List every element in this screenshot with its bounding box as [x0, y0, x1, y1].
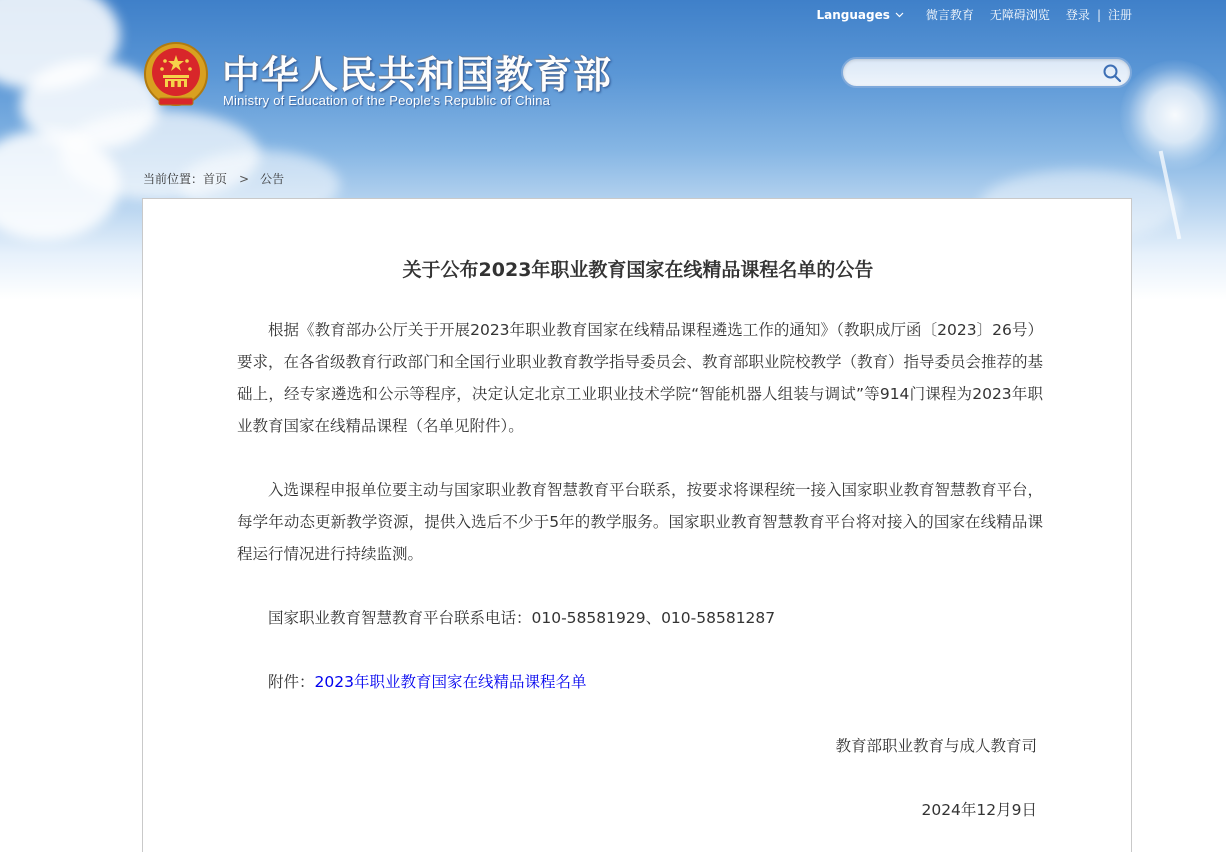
- article-paragraph-1: 根据《教育部办公厅关于开展2023年职业教育国家在线精品课程遴选工作的通知》（教职成厅函〔2023〕26号）要求，在各省级教育行政部门和全国行业职业教育教学指导委员会、教育部职业院校教学（教育）指导委员会推荐的基础上，经专家遴选和公示等程序，决定认定北京工业职业技术学院“智能机器人组装与调试”等914门课程为2023年职业教育国家在线精品课程（名单见附件）。: [237, 321, 1044, 435]
- signature: 教育部职业教育与成人教育司: [835, 737, 1037, 755]
- article-panel: [142, 198, 1132, 852]
- dandelion-decoration: [1120, 60, 1226, 170]
- breadcrumb-separator: >: [239, 171, 250, 186]
- weiyan-link[interactable]: 微言教育: [925, 8, 974, 22]
- attachment-link[interactable]: 2023年职业教育国家在线精品课程名单: [314, 673, 587, 691]
- chevron-down-icon: [895, 12, 904, 18]
- national-emblem-icon: [143, 41, 209, 111]
- breadcrumb-prefix: 当前位置：: [143, 172, 204, 186]
- search-input[interactable]: [857, 63, 1097, 83]
- article-paragraph-2: 入选课程申报单位要主动与国家职业教育智慧教育平台联系，按要求将课程统一接入国家职业教育智慧教育平台，每学年动态更新教学资源，提供入选后不少于5年的教学服务。国家职业教育智慧教育平台将对接入的国家在线精品课程运行情况进行持续监测。: [237, 481, 1044, 563]
- site-subtitle: Ministry of Education of the People's Republic of China: [223, 93, 551, 108]
- breadcrumb-current[interactable]: 公告: [260, 172, 285, 186]
- register-link[interactable]: 注册: [1107, 8, 1132, 22]
- separator: |: [1096, 7, 1101, 22]
- breadcrumb: [143, 170, 284, 187]
- top-links: [817, 6, 1133, 23]
- site-title: 中华人民共和国教育部: [222, 53, 613, 97]
- accessibility-link[interactable]: 无障碍浏览: [989, 8, 1050, 22]
- publish-date: 2024年12月9日: [921, 801, 1037, 819]
- search-box: [841, 57, 1132, 88]
- languages-menu[interactable]: Languages: [817, 8, 904, 22]
- login-link[interactable]: 登录: [1065, 8, 1090, 22]
- search-icon[interactable]: [1102, 63, 1122, 83]
- contact-line: 国家职业教育智慧教育平台联系电话：010-58581929、010-58581287: [268, 609, 776, 627]
- article-title: 关于公布2023年职业教育国家在线精品课程名单的公告: [402, 259, 874, 281]
- attachment-label: 附件：: [268, 673, 315, 691]
- breadcrumb-home[interactable]: 首页: [203, 172, 228, 186]
- attachment-line: [237, 666, 1043, 698]
